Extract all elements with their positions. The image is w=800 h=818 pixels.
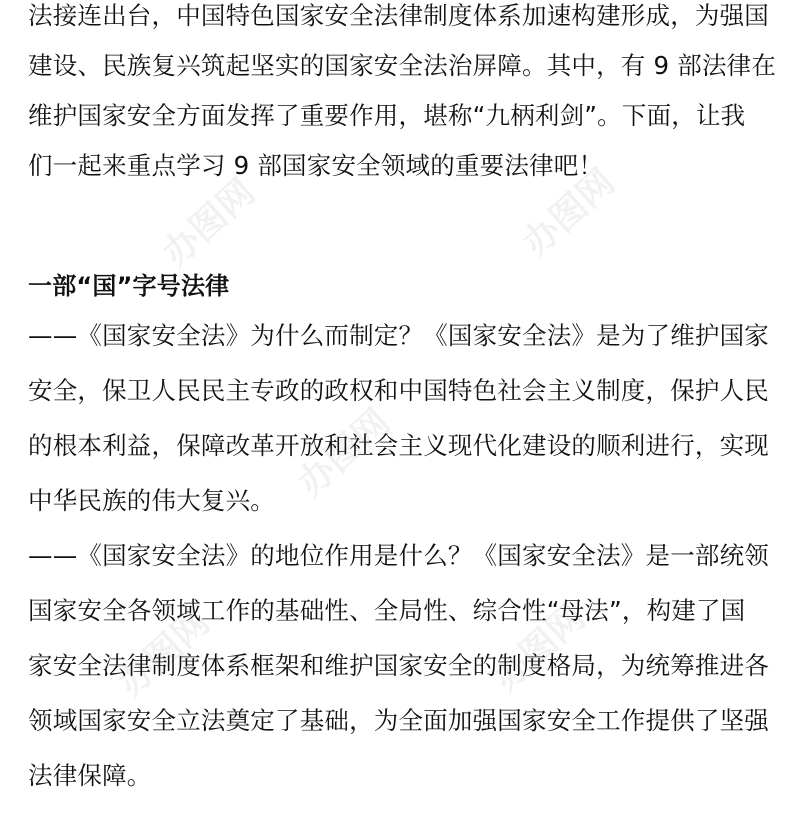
watermark: 办图网 xyxy=(485,596,594,700)
paragraph-line: 们一起来重点学习 9 部国家安全领域的重要法律吧！ xyxy=(28,151,604,180)
paragraph-line: 法接连出台，中国特色国家安全法律制度体系加速构建形成，为强国 xyxy=(28,1,769,30)
watermark: 办图网 xyxy=(110,601,219,705)
section-line: 的根本利益，保障改革开放和社会主义现代化建设的顺利进行，实现 xyxy=(28,431,769,460)
section-line: ——《国家安全法》的地位作用是什么？《国家安全法》是一部统领 xyxy=(28,541,769,570)
watermark: 办图网 xyxy=(155,171,264,275)
section-line: 国家安全各领域工作的基础性、全局性、综合性“母法”，构建了国 xyxy=(28,596,746,625)
watermark: 办图网 xyxy=(515,161,624,265)
watermark: 办图网 xyxy=(290,401,399,505)
section-heading: 一部“国”字号法律 xyxy=(28,272,230,300)
section-line: ——《国家安全法》为什么而制定？《国家安全法》是为了维护国家 xyxy=(28,321,769,350)
paragraph-line: 维护国家安全方面发挥了重要作用，堪称“九柄利剑”。下面，让我 xyxy=(28,101,746,130)
paragraph-line: 建设、民族复兴筑起坚实的国家安全法治屏障。其中，有 9 部法律在 xyxy=(28,51,777,80)
section-line: 法律保障。 xyxy=(28,761,152,790)
section-line: 中华民族的伟大复兴。 xyxy=(28,486,275,515)
section-line: 安全，保卫人民民主专政的政权和中国特色社会主义制度，保护人民 xyxy=(28,376,769,405)
section-line: 家安全法律制度体系框架和维护国家安全的制度格局，为统筹推进各 xyxy=(28,651,769,680)
section-line: 领域国家安全立法奠定了基础，为全面加强国家安全工作提供了坚强 xyxy=(28,706,769,735)
